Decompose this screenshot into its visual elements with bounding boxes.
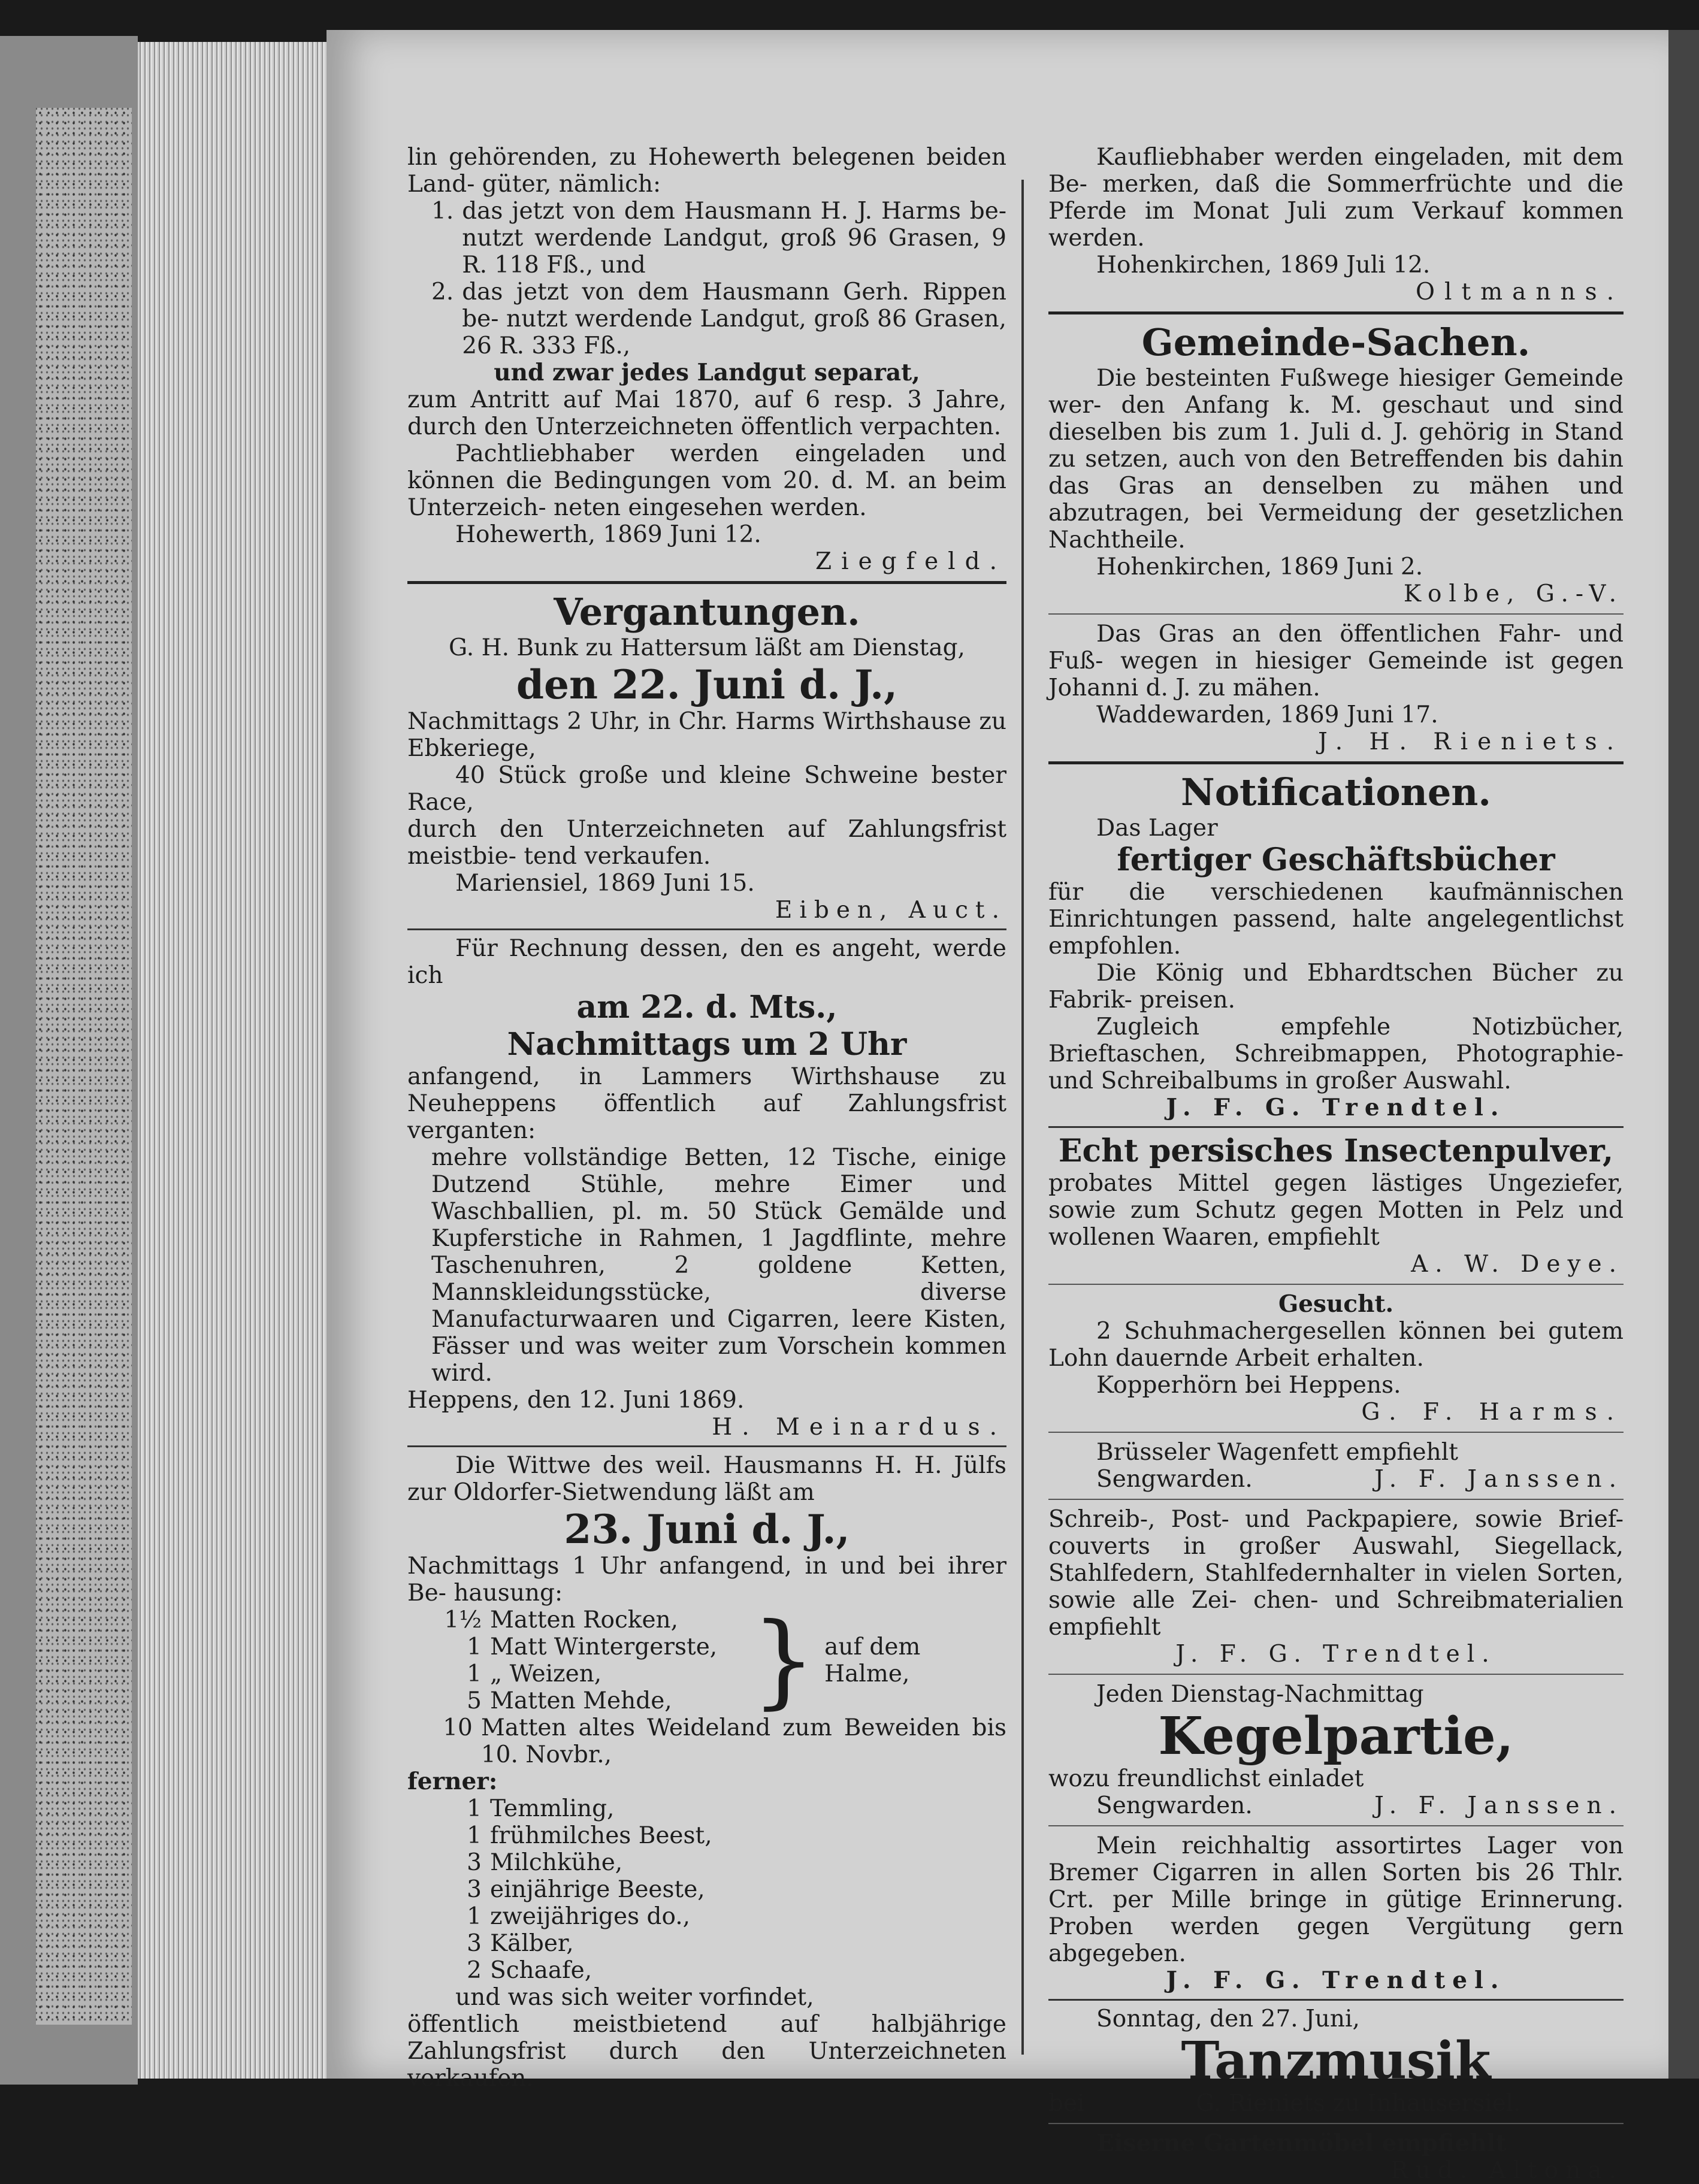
auction-location: anfangend, in Lammers Wirthshause zu Neuheppens öffentlich auf Zahlungsfrist verganten:	[407, 1063, 1006, 1144]
ad-text: bei	[1048, 2090, 1085, 2117]
signature: Ziegfeld.	[815, 548, 1006, 575]
signature: J. F. G. Trendtel.	[1166, 1094, 1506, 1121]
auction-goods: mehre vollständige Betten, 12 Tische, einige Dutzend Stühle, mehre Eimer und Waschballien, pl. m. 50 Stück Gemälde und Kupferstiche in Rahmen, 1 Jagdflinte, mehre Taschenuhren, 2 goldene Ketten, Mannskleidungsstücke, diverse Manufacturwaaren und Cigarren, leere Kisten, Fässer und was weiter zum Vorschein kommen wird.	[431, 1144, 1006, 1387]
list-item: 1 „ Weizen,	[467, 1660, 602, 1687]
crop-note: auf dem Halme,	[824, 1634, 921, 1687]
divider	[1048, 1674, 1624, 1675]
auction-date: den 22. Juni d. J.,	[516, 661, 898, 708]
list-item	[407, 198, 1006, 279]
ad-text: Sonntag, den 27. Juni,	[1096, 2005, 1360, 2032]
section-heading: Notificationen.	[1181, 770, 1491, 814]
section-heading: Vergantungen.	[554, 590, 860, 634]
signature: Eiben, Auct.	[775, 897, 1006, 924]
dateline: Sengwarden.	[1096, 1792, 1253, 1819]
signature: Rud. Altona.	[1390, 2157, 1624, 2184]
ad-text: Schreib-, Post- und Packpapiere, sowie Brief- couverts in großer Auswahl, Siegellack, Stahlfedern, Stahlfedernhalter in vielen Sorten, sowie alle Zei- chen- und Schreibmaterialien empfiehlt	[1048, 1506, 1624, 1641]
divider	[1048, 2123, 1624, 2124]
list-item: 1 zweijähriges do.,	[467, 1903, 691, 1930]
divider	[407, 1445, 1006, 1447]
ad-text: wozu freundlichst einladet	[1048, 1765, 1364, 1792]
auction-time: Nachmittags 2 Uhr, in Chr. Harms Wirthshause zu Ebkeriege,	[407, 708, 1006, 762]
page-edges	[138, 42, 329, 2079]
auction-date: am 22. d. Mts.,	[576, 989, 838, 1026]
antritt-text: zum Antritt auf Mai 1870, auf 6 resp. 3 Jahre, durch den Unterzeichneten öffentlich verpachten.	[407, 386, 1006, 440]
auction-terms: durch den Unterzeichneten auf Zahlungsfrist meistbie- tend verkaufen.	[407, 816, 1006, 870]
dateline: Sengwarden.	[1096, 1466, 1253, 1493]
list-item: 1 Matt Wintergerste,	[467, 1634, 718, 1660]
facing-page-edge	[1668, 30, 1699, 2079]
list-item: 1½ Matten Rocken,	[444, 1607, 679, 1634]
item-number: 2.	[431, 279, 454, 305]
ad-text: Die König und Ebhardtschen Bücher zu Fabrik- preisen.	[1048, 960, 1624, 1014]
signature: Oltmanns.	[1416, 279, 1624, 305]
auction-intro: G. H. Bunk zu Hattersum läßt am Dienstag,	[449, 634, 965, 661]
divider	[407, 928, 1006, 930]
divider	[1048, 1825, 1624, 1826]
item-text: das jetzt von dem Hausmann Gerh. Rippen be- nutzt werdende Landgut, groß 86 Grasen, 26 R. 333 Fß.,	[462, 279, 1006, 359]
ad-headline: fertiger Geschäftsbücher	[1117, 842, 1555, 878]
signature: H. Meinardus.	[712, 1414, 1006, 1441]
list-item	[407, 279, 1006, 359]
list-item: 2 Schaafe,	[467, 1957, 592, 1984]
ad-text: Das Lager	[1096, 815, 1218, 842]
dateline: Hohenkirchen, 1869 Juni 2.	[1096, 553, 1423, 580]
divider	[1048, 613, 1624, 615]
list-item: 3 einjährige Beeste,	[467, 1876, 705, 1903]
list-item: 1 frühmilches Beest,	[467, 1822, 712, 1849]
auction-date: 23. Juni d. J.,	[564, 1506, 850, 1553]
intro-text: lin gehörenden, zu Hohewerth belegenen beiden Land- güter, nämlich:	[407, 144, 1006, 198]
dateline: Hohewerth, 1869 Juni 12.	[455, 521, 761, 548]
ad-text: Zugleich empfehle Notizbücher, Brieftaschen, Schreibmappen, Photographie- und Schreibalbums in großer Auswahl.	[1048, 1014, 1624, 1094]
list-item: 5 Matten Mehde,	[467, 1687, 672, 1714]
list-item: 3 Milchkühe,	[467, 1849, 623, 1876]
notice-text: Die besteinten Fußwege hiesiger Gemeinde wer- den Anfang k. M. geschaut und sind dieselben bis zum 1. Juli d. J. gehörig in Stand zu setzen, auch von den Betreffenden bis dahin das Gras an denselben zu mähen und abzutragen, bei Vermeidung der gesetzlichen Nachtheile.	[1048, 365, 1624, 553]
ad-headline: Tanzmusik	[1181, 2031, 1491, 2091]
divider	[1048, 1126, 1624, 1128]
signature: J. F. Janssen.	[1374, 1466, 1624, 1493]
divider	[1048, 1999, 1624, 2001]
signature: J. F. Janssen.	[1374, 1792, 1624, 1819]
column-divider	[1021, 180, 1024, 2055]
list-item: 1 Temmling,	[467, 1795, 615, 1822]
book-spine	[0, 36, 138, 2085]
list-item: 10 Matten altes Weideland zum Beweiden bis 10. Novbr.,	[443, 1714, 1006, 1768]
separate-note: und zwar jedes Landgut separat,	[494, 359, 920, 386]
ad-headline: Echt persisches Insectenpulver,	[1058, 1133, 1614, 1169]
ad-text: probates Mittel gegen lästiges Ungeziefer, sowie zum Schutz gegen Motten in Pelz und wollenen Waaren, empfiehlt	[1048, 1170, 1624, 1251]
divider	[1048, 761, 1624, 764]
divider	[1048, 1432, 1624, 1433]
auction-terms: öffentlich meistbietend auf halbjährige Zahlungsfrist durch den Unterzeichneten verkaufen.	[407, 2011, 1006, 2092]
ad-headline: Gesucht.	[1278, 1290, 1394, 1318]
ad-text: Mein reichhaltig assortirtes Lager von Bremer Cigarren in allen Sorten bis 26 Thlr. Crt. per Mille bringe in gütige Erinnerung. Proben werden gegen Vergütung gern abgegeben.	[1048, 1832, 1624, 1967]
ad-text: für die verschiedenen kaufmännischen Einrichtungen passend, halte angelegentlichst empfohlen.	[1048, 879, 1624, 960]
auction-time: Nachmittags 1 Uhr anfangend, in und bei ihrer Be- hausung:	[407, 1553, 1006, 1607]
item-number: 1.	[431, 198, 454, 225]
divider	[1048, 311, 1624, 314]
signature: Kolbe, G.-V.	[1403, 580, 1624, 607]
ad-text: 2 Schuhmachergesellen können bei gutem Lohn dauernde Arbeit erhalten.	[1048, 1318, 1624, 1372]
dateline: Waddewarden, 1869 Juni 17.	[1096, 701, 1438, 728]
pacht-text: Pachtliebhaber werden eingeladen und können die Bedingungen vom 20. d. M. an beim Unterzeich- neten eingesehen werden.	[407, 440, 1006, 521]
dateline: Hohenkirchen, 1869 Juli 12.	[1096, 252, 1431, 279]
animal-note: und was sich weiter vorfindet,	[455, 1984, 814, 2011]
left-column	[407, 144, 1006, 2092]
auction-intro: Für Rechnung dessen, den es angeht, werde ich	[407, 935, 1006, 989]
notice-text: Das Gras an den öffentlichen Fahr- und Fuß- wegen in hiesiger Gemeinde ist gegen Johanni d. J. zu mähen.	[1048, 621, 1624, 701]
ferner-label: ferner:	[407, 1768, 498, 1795]
ad-text: Brüsseler Wagenfett empfiehlt	[1096, 1439, 1458, 1466]
signature: J. F. G. Trendtel.	[1166, 1967, 1506, 1994]
signature: J. H. Rieniets.	[1318, 728, 1624, 755]
auction-intro: Die Wittwe des weil. Hausmanns H. H. Jülfs zur Oldorfer-Sietwendung läßt am	[407, 1452, 1006, 1506]
list-item: 3 Kälber,	[467, 1930, 574, 1957]
dateline: Mariensiel, 1869 Juni 15.	[455, 870, 755, 897]
ad-text: Jeden Dienstag-Nachmittag	[1096, 1681, 1424, 1708]
section-heading: Gemeinde-Sachen.	[1141, 320, 1531, 364]
divider	[407, 581, 1006, 584]
ad-headline: Kegelpartie,	[1158, 1706, 1514, 1766]
animal-list	[407, 1795, 1006, 1984]
dateline: Kopperhörn bei Heppens.	[1096, 1372, 1401, 1399]
ad-text: Eiserne Gartenmöbel empfiehlt	[1096, 2129, 1507, 2157]
auction-time: Nachmittags um 2 Uhr	[507, 1026, 907, 1063]
item-text: das jetzt von dem Hausmann H. J. Harms be- nutzt werdende Landgut, groß 96 Grasen, 9 R. 118 Fß., und	[462, 198, 1006, 279]
auction-goods: 40 Stück große und kleine Schweine bester Race,	[407, 762, 1006, 816]
divider	[1048, 1284, 1624, 1285]
dateline: Heppens, den 12. Juni 1869.	[407, 1387, 745, 1414]
signature: G. Rieniets zu Inhausersiel.	[1196, 2090, 1521, 2117]
signature: G. F. Harms.	[1361, 1399, 1624, 1426]
crop-list	[407, 1601, 1006, 1720]
right-column	[1048, 144, 1624, 2184]
signature: A. W. Deye.	[1411, 1251, 1624, 1278]
brace-icon: }	[751, 1601, 817, 1720]
divider	[1048, 1499, 1624, 1500]
sale-note: Kaufliebhaber werden eingeladen, mit dem Be- merken, daß die Sommerfrüchte und die Pferde im Monat Juli zum Verkauf kommen werden.	[1048, 144, 1624, 252]
signature: J. F. G. Trendtel.	[1175, 1641, 1497, 1668]
